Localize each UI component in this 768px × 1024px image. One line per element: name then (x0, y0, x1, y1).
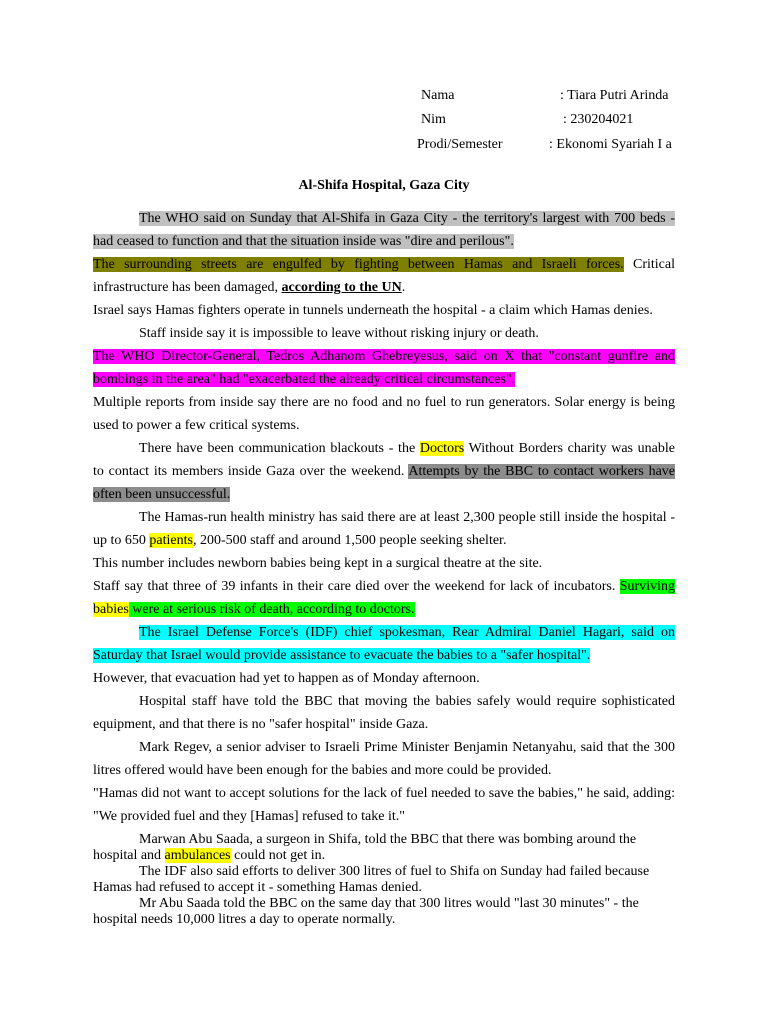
highlight-magenta: The WHO Director-General, Tedros Adhanom Ghebreyesus, said on X that "constant gunfire and bombings in the area" had "exacerbated the already critical circumstances". (93, 349, 675, 387)
paragraph-8-text-b: , 200-500 staff and around 1,500 people seeking shelter. (192, 533, 507, 548)
document-title: Al-Shifa Hospital, Gaza City (298, 178, 470, 193)
paragraph-13: Hospital staff have told the BBC that moving the babies safely would require sophisticated equipment, and that there is no "safer hospital" inside Gaza. (93, 694, 675, 732)
highlight-gray: The WHO said on Sunday that Al-Shifa in Gaza City - the territory's largest with 700 beds - had ceased to function and that the situation inside was "dire and perilous". (93, 211, 675, 249)
name-value: : Tiara Putri Arinda (560, 88, 669, 103)
highlight-green-2: were at serious risk of death, according to doctors. (128, 602, 415, 617)
nim-label: Nim (421, 112, 446, 127)
name-label: Nama (421, 88, 455, 103)
paragraph-17: The IDF also said efforts to deliver 300 litres of fuel to Shifa on Sunday had failed because Hamas had refused to accept it - something Hamas denied. (93, 864, 650, 895)
paragraph-16 (93, 832, 675, 864)
paragraph-2 (93, 253, 675, 299)
highlight-patients: patients (149, 533, 193, 548)
un-link[interactable]: according to the UN (281, 280, 402, 295)
paragraph-8 (93, 506, 675, 552)
nim-value: : 230204021 (563, 112, 634, 127)
highlight-green-1: Surviving (619, 579, 675, 594)
paragraph-5 (93, 345, 675, 391)
paragraph-10-text: Staff say that three of 39 infants in their care died over the weekend for lack of incubators. (93, 579, 620, 594)
highlight-ambulances: ambulances (164, 848, 231, 863)
highlight-babies: babies (93, 602, 129, 617)
paragraph-4: Staff inside say it is impossible to leave without risking injury or death. (139, 326, 539, 341)
paragraph-7 (93, 437, 675, 506)
paragraph-2-end: . (401, 280, 406, 295)
paragraph-12: However, that evacuation had yet to happen as of Monday afternoon. (93, 671, 480, 686)
paragraph-10 (93, 575, 675, 621)
highlight-olive: The surrounding streets are engulfed by fighting between Hamas and Israeli forces. (93, 257, 624, 272)
paragraph-9: This number includes newborn babies being kept in a surgical theatre at the site. (93, 556, 543, 571)
paragraph-3: Israel says Hamas fighters operate in tunnels underneath the hospital - a claim which Hamas denies. (93, 303, 653, 318)
highlight-dark-gray: Attempts by the BBC to contact workers have often been unsuccessful. (93, 464, 675, 502)
highlight-doctors: Doctors (419, 441, 465, 456)
article-body (93, 207, 675, 828)
prodi-label: Prodi/Semester (417, 137, 503, 152)
paragraph-11 (93, 621, 675, 667)
paragraph-16-text-b: could not get in. (230, 848, 326, 863)
paragraph-14: Mark Regev, a senior adviser to Israeli Prime Minister Benjamin Netanyahu, said that the 300 litres offered would have been enough for the babies and more could be provided. (93, 740, 675, 778)
paragraph-16-text-a: Marwan Abu Saada, a surgeon in Shifa, told the BBC that there was bombing around the hospital and (93, 832, 637, 863)
paragraph-15: "Hamas did not want to accept solutions for the lack of fuel needed to save the babies," he said, adding: "We provided fuel and they [Hamas] refused to take it." (93, 786, 675, 824)
paragraph-7-text-b: Without Borders charity was unable to contact its members inside Gaza over the weekend. (93, 441, 675, 479)
prodi-value: : Ekonomi Syariah I a (549, 137, 672, 152)
paragraph-1 (93, 207, 675, 253)
article-body-tail (93, 832, 675, 928)
paragraph-6: Multiple reports from inside say there are no food and no fuel to run generators. Solar energy is being used to power a few critical systems. (93, 395, 675, 433)
highlight-cyan: The Israel Defense Force's (IDF) chief spokesman, Rear Admiral Daniel Hagari, said on Saturday that Israel would provide assistance to evacuate the babies to a "safer hospital". (93, 625, 675, 663)
paragraph-18: Mr Abu Saada told the BBC on the same day that 300 litres would "last 30 minutes" - the hospital needs 10,000 litres a day to operate normally. (93, 896, 639, 927)
paragraph-7-text-a: There have been communication blackouts - the (139, 441, 420, 456)
paragraph-2-text: Critical infrastructure has been damaged, (93, 257, 675, 295)
paragraph-8-text-a: The Hamas-run health ministry has said there are at least 2,300 people still inside the hospital - up to 650 (93, 510, 675, 548)
